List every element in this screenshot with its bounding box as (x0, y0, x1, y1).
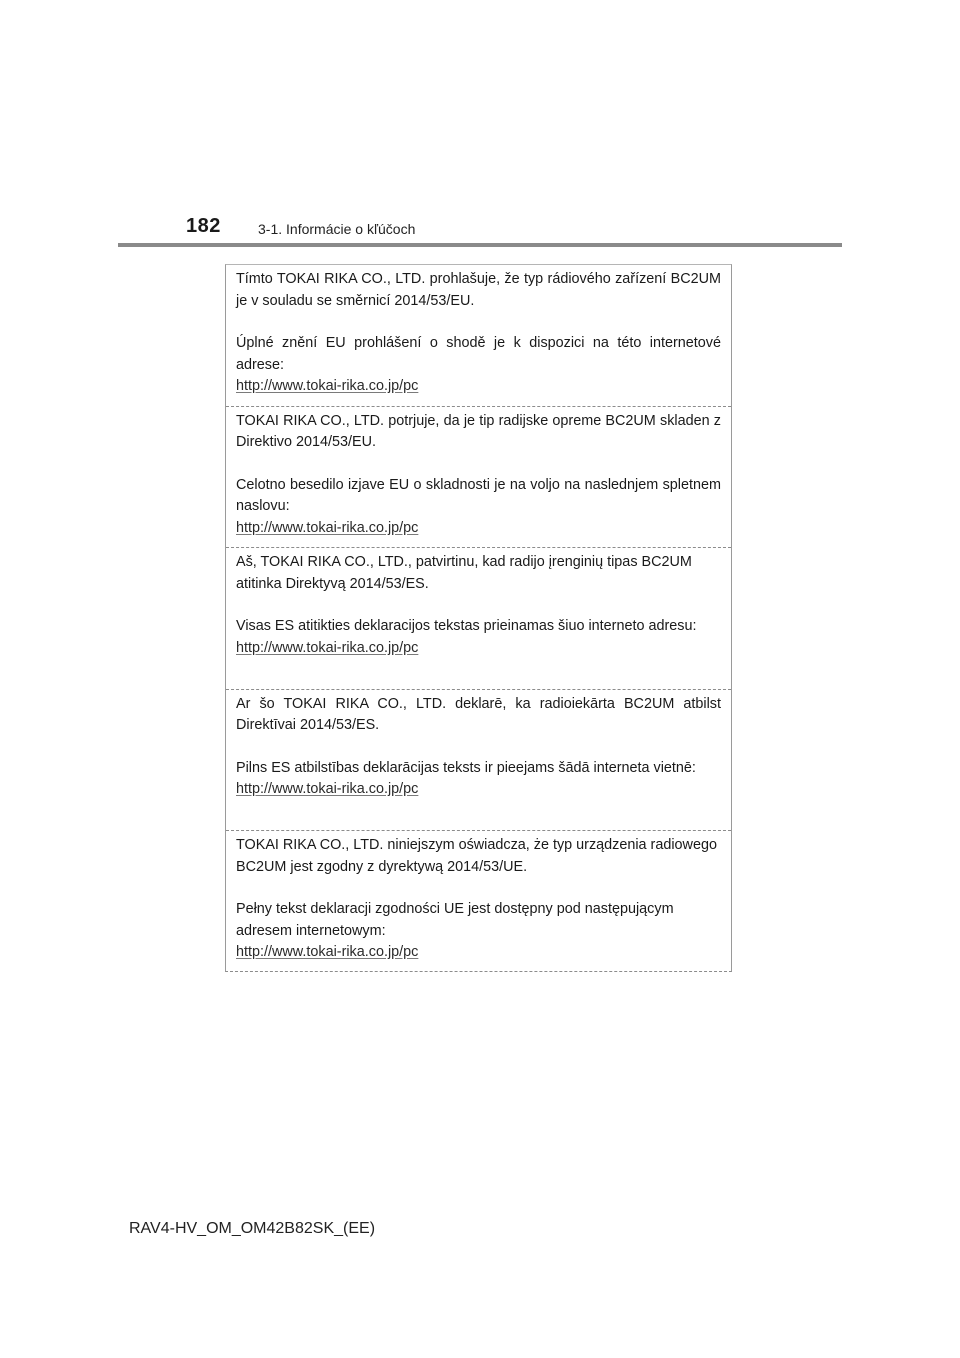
declaration-availability: Úplné znění EU prohlášení o shodě je k dispozici na této internetové adrese: (236, 335, 721, 373)
declaration-statement: Aš, TOKAI RIKA CO., LTD., patvirtinu, kad radijo įrenginių tipas BC2UM atitinka Direktyvą 2014/53/ES. (236, 554, 692, 592)
declaration-link[interactable]: http://www.tokai-rika.co.jp/pc (236, 781, 419, 797)
declaration-availability: Visas ES atitikties deklaracijos tekstas prieinamas šiuo interneto adresu: (236, 618, 697, 634)
declaration-block-slovenian (226, 407, 731, 549)
declaration-statement: Tímto TOKAI RIKA CO., LTD. prohlašuje, že typ rádiového zařízení BC2UM je v souladu se směrnicí 2014/53/EU. (236, 271, 721, 309)
declaration-link[interactable]: http://www.tokai-rika.co.jp/pc (236, 519, 419, 536)
declaration-statement: TOKAI RIKA CO., LTD. potrjuje, da je tip radijske opreme BC2UM skladen z Direktivo 2014/53/EU. (236, 412, 721, 450)
header-rule (118, 243, 842, 247)
declaration-link[interactable]: http://www.tokai-rika.co.jp/pc (236, 378, 419, 394)
declaration-block-czech (226, 265, 731, 407)
declaration-availability: Pełny tekst deklaracji zgodności UE jest dostępny pod następującym adresem internetowym: (236, 901, 674, 939)
declaration-link[interactable]: http://www.tokai-rika.co.jp/pc (236, 944, 419, 960)
declaration-block-lithuanian (226, 548, 731, 690)
section-title: 3-1. Informácie o kľúčoch (258, 221, 416, 237)
declaration-block-latvian (226, 690, 731, 832)
page-number: 182 (186, 215, 221, 237)
declaration-availability: Celotno besedilo izjave EU o skladnosti je na voljo na naslednjem spletnem naslovu: (236, 476, 721, 514)
declaration-statement: Ar šo TOKAI RIKA CO., LTD. deklarē, ka radioiekārta BC2UM atbilst Direktīvai 2014/53/ES. (236, 695, 721, 733)
declaration-statement: TOKAI RIKA CO., LTD. niniejszym oświadcza, że typ urządzenia radiowego BC2UM jest zgodny z dyrektywą 2014/53/UE. (236, 837, 717, 875)
footer-document-code: RAV4-HV_OM_OM42B82SK_(EE) (129, 1220, 376, 1237)
declaration-link[interactable]: http://www.tokai-rika.co.jp/pc (236, 639, 419, 656)
declarations-box (225, 264, 732, 972)
declaration-availability: Pilns ES atbilstības deklarācijas teksts ir pieejams šādā interneta vietnē: (236, 759, 696, 776)
declaration-block-polish (226, 831, 731, 973)
